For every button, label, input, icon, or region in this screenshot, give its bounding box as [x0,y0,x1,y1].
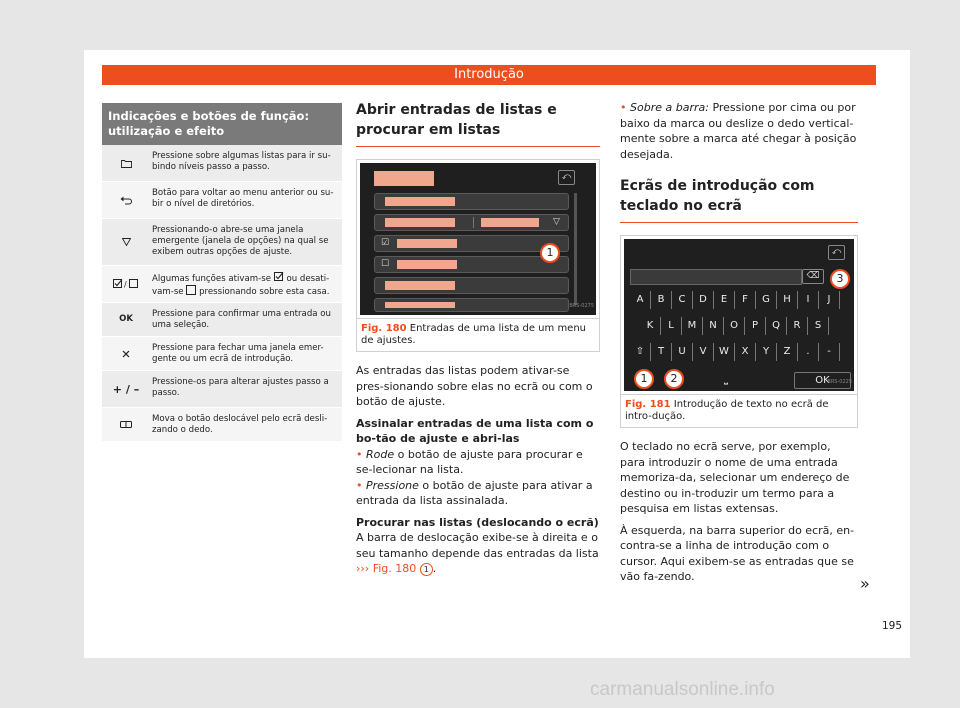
keyboard-key: N [703,317,724,335]
keyboard-key: X [735,343,756,361]
subheading: Assinalar entradas de uma lista com o bo-tão de ajuste e abri-las [356,416,594,445]
keyboard-row-1 [630,291,840,309]
list-item [374,256,569,273]
section-title: Ecrãs de introdução com teclado no ecrã [620,176,858,223]
bullet-item: • Pressione o botão de ajuste para ativar a entrada da lista assinalada. [356,478,593,507]
keyboard-key: ⇧ [630,343,651,361]
back-icon: ⤺ [828,245,845,260]
folder-icon [102,145,150,181]
paragraph: O teclado no ecrã serve, por exemplo, para introduzir o nome de uma entrada memoriza-da, selecionar um endereço de destino ou in-troduzir um termo para a pesquisa em listas extensas. [620,440,850,515]
table-row: OK Pressione para confirmar uma entrada ou uma seleção. [102,303,342,337]
backspace-icon: ⌫ [802,269,824,284]
back-icon: ⤺ [558,170,575,185]
keyboard-key: D [693,291,714,309]
table-row: + / – Pressione-os para alterar ajustes passo a passo. [102,371,342,408]
keyboard-key: . [798,343,819,361]
keyboard-key: R [787,317,808,335]
checkbox-empty-icon [186,285,196,295]
ok-key: OK [794,372,851,389]
keyboard-key: J [819,291,840,309]
keyboard-row-3 [630,343,840,361]
keyboard-key: A [630,291,651,309]
plus-minus-icon: + / – [112,382,140,396]
paragraph: A barra de deslocação exibe-se à direita e o seu tamanho depende das entradas da lista ››› Fig. 180 1 . [356,531,599,575]
keyboard-key: T [651,343,672,361]
manual-page [84,50,910,658]
table-row: Mova o botão deslocável pelo ecrã desli-zando o dedo. [102,408,342,442]
keyboard-key: L [661,317,682,335]
table-row: Pressionando-o abre-se uma janela emergente (janela de opções) na qual se exibem outras opções de ajuste. [102,219,342,266]
list-item [374,298,569,312]
page-header: Introdução [102,65,876,85]
checkbox-icon [102,266,150,302]
keyboard-key: W [714,343,735,361]
list-item [374,214,569,231]
keyboard-key: O [724,317,745,335]
ok-label: OK [119,314,133,324]
table-title: Indicações e botões de função: utilização e efeito [102,103,342,145]
settings-list-screen: ⤺ ▽ ☑ ☐ 1 BRS-0275 [360,163,596,315]
back-icon [102,182,150,218]
figure-reference[interactable]: ››› Fig. 180 [356,562,417,575]
keyboard-key: E [714,291,735,309]
keyboard-key: F [735,291,756,309]
paragraph: As entradas das listas podem ativar-se pres-sionando sobre elas no ecrã ou com o botão de ajuste. [356,364,593,408]
subheading: Procurar nas listas (deslocando o ecrã) [356,515,599,529]
keyboard-key: Q [766,317,787,335]
keyboard-key: K [640,317,661,335]
keyboard-key: H [777,291,798,309]
callout-2: 2 [664,369,684,389]
keyboard-key: S [808,317,829,335]
keyboard-key: M [682,317,703,335]
table-row: Botão para voltar ao menu anterior ou su-bir o nível de diretórios. [102,182,342,219]
table-row: Pressione para fechar uma janela emer-gente ou um ecrã de introdução. [102,337,342,371]
checkbox-checked-icon [274,272,284,281]
triangle-down-icon: ▽ [553,217,560,227]
keyboard-key: Y [756,343,777,361]
slider-icon [102,408,150,441]
section-title: Abrir entradas de listas e procurar em listas [356,100,600,147]
continue-mark: » [860,574,870,593]
keyboard-key: V [693,343,714,361]
callout-1: 1 [540,243,560,263]
page-number: 195 [882,620,903,632]
paragraph: À esquerda, na barra superior do ecrã, en-contra-se a linha de introdução com o cursor. Aqui exibem-se as entradas que se vão fa-zendo. [620,523,855,583]
bullet-item: • Sobre a barra: Pressione por cima ou por baixo da marca ou deslize o dedo vertical-mente sobre a marca até chegar à posição desejada. [620,101,857,161]
table-row: Pressione sobre algumas listas para ir su-bindo níveis passo a passo. [102,145,342,182]
keyboard-key: P [745,317,766,335]
keyboard-key: C [672,291,693,309]
close-icon [102,337,150,370]
list-item [374,277,569,294]
space-key: ⎵ [724,374,728,385]
keyboard-key: I [798,291,819,309]
callout-3: 3 [830,269,850,289]
keyboard-key: B [651,291,672,309]
list-item [374,193,569,210]
keyboard-key: G [756,291,777,309]
column-middle [356,100,600,577]
function-table [102,103,342,442]
figure-caption: Fig. 180 Entradas de uma lista de um menu de ajustes. [356,319,600,352]
bullet-item: • Rode o botão de ajuste para procurar e se-lecionar na lista. [356,447,583,476]
figure-180 [356,159,600,319]
keyboard-screen: ⤺ ⌫ A B C D E F G H I J K L M N O P Q R S ⇧ T U V W X Y Z . - ⎵ OK 1 2 3 BRS-0225 [624,239,854,391]
keyboard-key: - [819,343,840,361]
column-right [620,100,858,585]
table-row: / Algumas funções ativam-se ou desati-vam-se pressionando sobre esta casa. [102,266,342,303]
text-input-line [630,269,802,285]
callout-1: 1 [634,369,654,389]
keyboard-key: Z [777,343,798,361]
svg-text:/: / [124,280,127,289]
checkbox-empty-icon: ☐ [381,259,390,269]
list-title-bar [374,171,434,186]
checkbox-icon: ☑ [381,238,390,248]
figure-caption: Fig. 181 Introdução de texto no ecrã de intro-dução. [620,395,858,428]
keyboard-key: U [672,343,693,361]
triangle-down-icon [102,219,150,265]
keyboard-row-2 [640,317,829,335]
figure-181 [620,235,858,395]
watermark: carmanualsonline.info [590,679,775,700]
